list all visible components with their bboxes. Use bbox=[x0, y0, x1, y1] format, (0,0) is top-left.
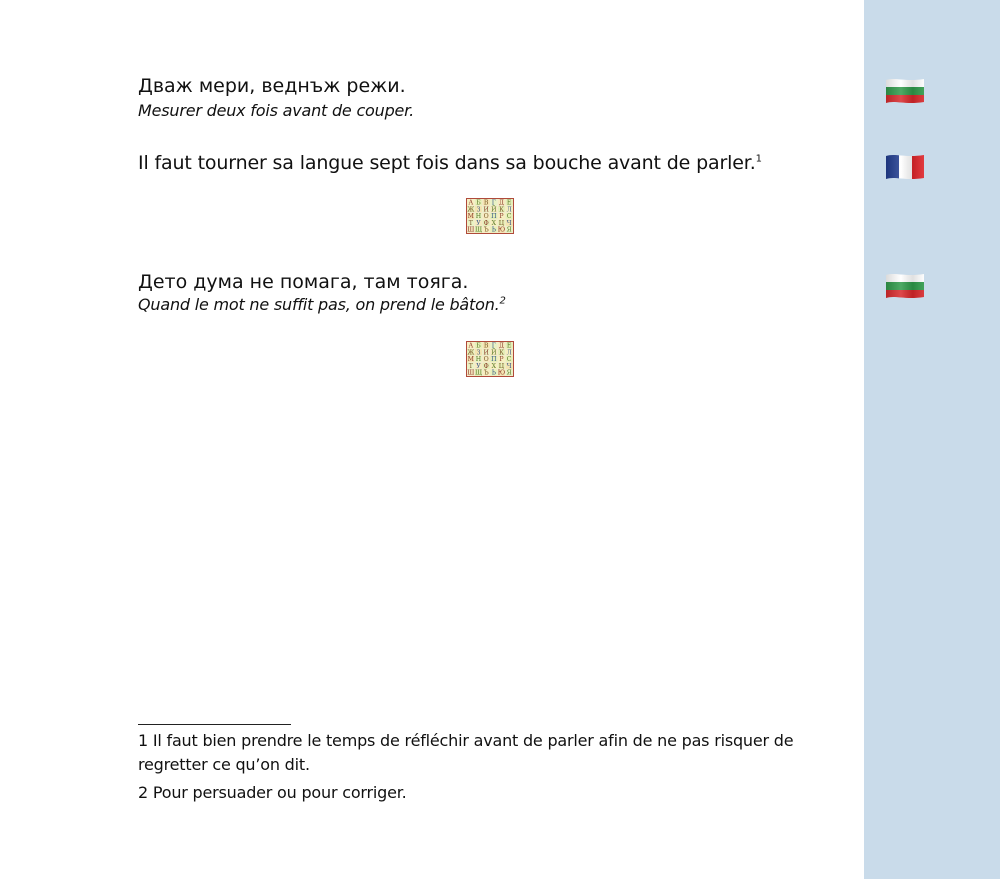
alphabet-icon bbox=[466, 341, 514, 377]
alphabet-grid-letter: Т bbox=[468, 362, 473, 370]
alphabet-grid-letter: Ю bbox=[497, 369, 506, 377]
alphabet-grid-letter: Х bbox=[491, 362, 497, 370]
alphabet-grid-letter: Ц bbox=[498, 362, 505, 370]
alphabet-grid-letter: И bbox=[483, 206, 489, 214]
footnote-2: 2 Pour persuader ou pour corriger. bbox=[138, 783, 407, 802]
alphabet-grid-letter: О bbox=[483, 356, 489, 364]
proverb-2-literal-text: Quand le mot ne suffit pas, on prend le bâton. bbox=[138, 295, 500, 314]
alphabet-grid-letter: Ь bbox=[491, 369, 496, 377]
alphabet-grid-letter: Ь bbox=[491, 226, 496, 234]
alphabet-grid-letter: П bbox=[491, 356, 497, 364]
footnote-rule bbox=[138, 724, 291, 725]
footnote-1-line-1: 1 Il faut bien prendre le temps de réfléchir avant de parler afin de ne pas risquer de bbox=[138, 731, 794, 750]
alphabet-grid-letter: О bbox=[483, 213, 489, 221]
alphabet-grid-letter: Ж bbox=[467, 349, 475, 357]
alphabet-grid-letter: В bbox=[483, 199, 489, 207]
proverb-1-bulgarian: Дваж мери, веднъж режи. bbox=[138, 75, 406, 97]
alphabet-grid-letter: Л bbox=[506, 349, 512, 357]
proverb-1-equivalent-text: Il faut tourner sa langue sept fois dans sa bouche avant de parler. bbox=[138, 152, 756, 174]
proverb-2-literal-french bbox=[138, 294, 506, 316]
alphabet-grid-letter: З bbox=[476, 206, 481, 214]
footnote-ref-2[interactable]: 2 bbox=[499, 295, 506, 307]
footnotes bbox=[138, 729, 838, 805]
alphabet-grid-letter: Ф bbox=[483, 362, 489, 370]
alphabet-grid-letter: Ш bbox=[467, 369, 475, 377]
alphabet-grid-letter: Б bbox=[476, 199, 481, 207]
alphabet-grid-letter: Н bbox=[475, 213, 482, 221]
alphabet-grid-letter: Б bbox=[476, 342, 481, 350]
alphabet-grid-letter: Й bbox=[491, 349, 497, 357]
alphabet-grid-letter: Д bbox=[498, 199, 505, 207]
alphabet-grid-letter: Е bbox=[506, 342, 512, 350]
alphabet-grid-letter: Ч bbox=[506, 219, 512, 227]
alphabet-grid-letter: У bbox=[476, 362, 481, 370]
alphabet-grid-letter: В bbox=[483, 342, 489, 350]
france-flag-icon bbox=[885, 153, 925, 179]
alphabet-grid-letter: У bbox=[476, 219, 481, 227]
sidebar bbox=[864, 0, 1000, 879]
alphabet-icon bbox=[466, 198, 514, 234]
alphabet-grid-letter: С bbox=[506, 213, 512, 221]
footnote-1-line-2: regretter ce qu’on dit. bbox=[138, 755, 310, 774]
alphabet-grid-letter: П bbox=[491, 213, 497, 221]
alphabet-grid-letter: К bbox=[499, 206, 504, 214]
alphabet-grid-letter: Х bbox=[491, 219, 497, 227]
bulgaria-flag-icon bbox=[885, 272, 925, 298]
alphabet-grid-letter: Л bbox=[506, 206, 512, 214]
alphabet-grid-letter: М bbox=[467, 356, 475, 364]
alphabet-grid-letter: А bbox=[468, 342, 474, 350]
alphabet-grid-letter: Я bbox=[506, 226, 512, 234]
alphabet-grid-icon-2 bbox=[466, 341, 514, 377]
alphabet-grid-letter: Ц bbox=[498, 219, 505, 227]
alphabet-grid-letter: Ю bbox=[497, 226, 506, 234]
alphabet-grid-letter: Щ bbox=[474, 226, 483, 234]
alphabet-grid-letter: Ш bbox=[467, 226, 475, 234]
alphabet-grid-letter: С bbox=[506, 356, 512, 364]
alphabet-grid-letter: А bbox=[468, 199, 474, 207]
alphabet-grid-letter: М bbox=[467, 213, 475, 221]
alphabet-grid-letter: Г bbox=[491, 199, 496, 207]
alphabet-grid-letter: Г bbox=[491, 342, 496, 350]
alphabet-grid-icon-1 bbox=[466, 198, 514, 234]
alphabet-grid-letter: Р bbox=[499, 356, 504, 364]
proverb-1-literal-french: Mesurer deux fois avant de couper. bbox=[138, 101, 414, 120]
alphabet-grid-letter: Щ bbox=[474, 369, 483, 377]
alphabet-grid-letter: Е bbox=[506, 199, 512, 207]
alphabet-grid-letter: Й bbox=[491, 206, 497, 214]
alphabet-grid-letter: Н bbox=[475, 356, 482, 364]
alphabet-grid-letter: И bbox=[483, 349, 489, 357]
alphabet-grid-letter: Ч bbox=[506, 362, 512, 370]
proverb-1-equivalent-french bbox=[138, 151, 762, 175]
alphabet-grid-letter: Т bbox=[468, 219, 473, 227]
footnote-ref-1[interactable]: 1 bbox=[755, 153, 762, 165]
alphabet-grid-letter: Д bbox=[498, 342, 505, 350]
bulgaria-flag-icon bbox=[885, 77, 925, 103]
alphabet-grid-letter: К bbox=[499, 349, 504, 357]
alphabet-grid-letter: Ж bbox=[467, 206, 475, 214]
proverb-2-bulgarian: Дето дума не помага, там тояга. bbox=[138, 271, 469, 293]
alphabet-grid-letter: Ф bbox=[483, 219, 489, 227]
alphabet-grid-letter: Р bbox=[499, 213, 504, 221]
alphabet-grid-letter: Я bbox=[506, 369, 512, 377]
alphabet-grid-letter: Ъ bbox=[483, 369, 489, 377]
alphabet-grid-letter: З bbox=[476, 349, 481, 357]
alphabet-grid-letter: Ъ bbox=[483, 226, 489, 234]
